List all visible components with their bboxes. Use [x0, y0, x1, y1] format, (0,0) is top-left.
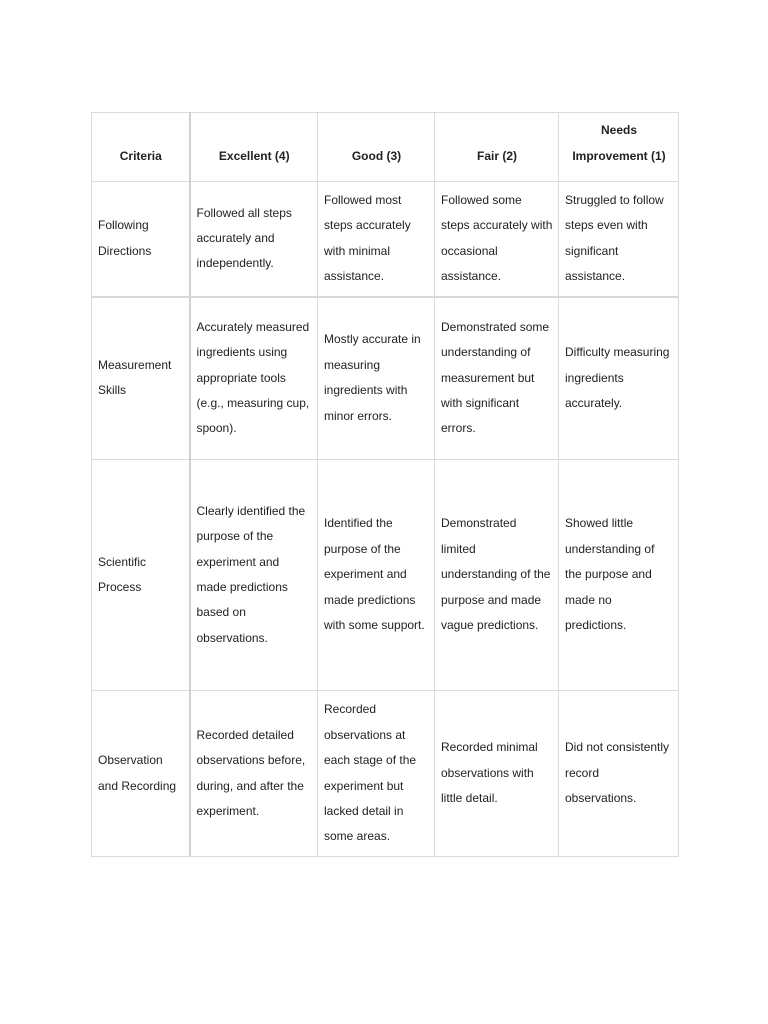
excellent-cell: Accurately measured ingredients using appropriate tools (e.g., measuring cup, spoon). — [190, 297, 318, 460]
header-good: Good (3) — [318, 113, 435, 182]
criteria-cell: Scientific Process — [92, 460, 190, 691]
criteria-cell: Observation and Recording — [92, 691, 190, 857]
table-row — [92, 182, 679, 297]
header-fair: Fair (2) — [435, 113, 559, 182]
criteria-cell: Measurement Skills — [92, 297, 190, 460]
criteria-cell: Following Directions — [92, 182, 190, 297]
needs-improvement-cell: Difficulty measuring ingredients accurately. — [559, 297, 679, 460]
table-row — [92, 297, 679, 460]
table-row — [92, 460, 679, 691]
good-cell: Identified the purpose of the experiment and made predictions with some support. — [318, 460, 435, 691]
needs-improvement-cell: Struggled to follow steps even with significant assistance. — [559, 182, 679, 297]
header-excellent: Excellent (4) — [190, 113, 318, 182]
needs-improvement-cell: Did not consistently record observations. — [559, 691, 679, 857]
header-criteria: Criteria — [92, 113, 190, 182]
fair-cell: Demonstrated some understanding of measurement but with significant errors. — [435, 297, 559, 460]
good-cell: Followed most steps accurately with minimal assistance. — [318, 182, 435, 297]
good-cell: Recorded observations at each stage of the experiment but lacked detail in some areas. — [318, 691, 435, 857]
good-cell: Mostly accurate in measuring ingredients with minor errors. — [318, 297, 435, 460]
excellent-cell: Recorded detailed observations before, during, and after the experiment. — [190, 691, 318, 857]
table-row — [92, 691, 679, 857]
header-needs-improvement: Needs Improvement (1) — [559, 113, 679, 182]
rubric-table — [91, 112, 679, 857]
header-row — [92, 113, 679, 182]
fair-cell: Demonstrated limited understanding of the purpose and made vague predictions. — [435, 460, 559, 691]
excellent-cell: Clearly identified the purpose of the experiment and made predictions based on observations. — [190, 460, 318, 691]
fair-cell: Recorded minimal observations with little detail. — [435, 691, 559, 857]
fair-cell: Followed some steps accurately with occasional assistance. — [435, 182, 559, 297]
needs-improvement-cell: Showed little understanding of the purpose and made no predictions. — [559, 460, 679, 691]
excellent-cell: Followed all steps accurately and independently. — [190, 182, 318, 297]
